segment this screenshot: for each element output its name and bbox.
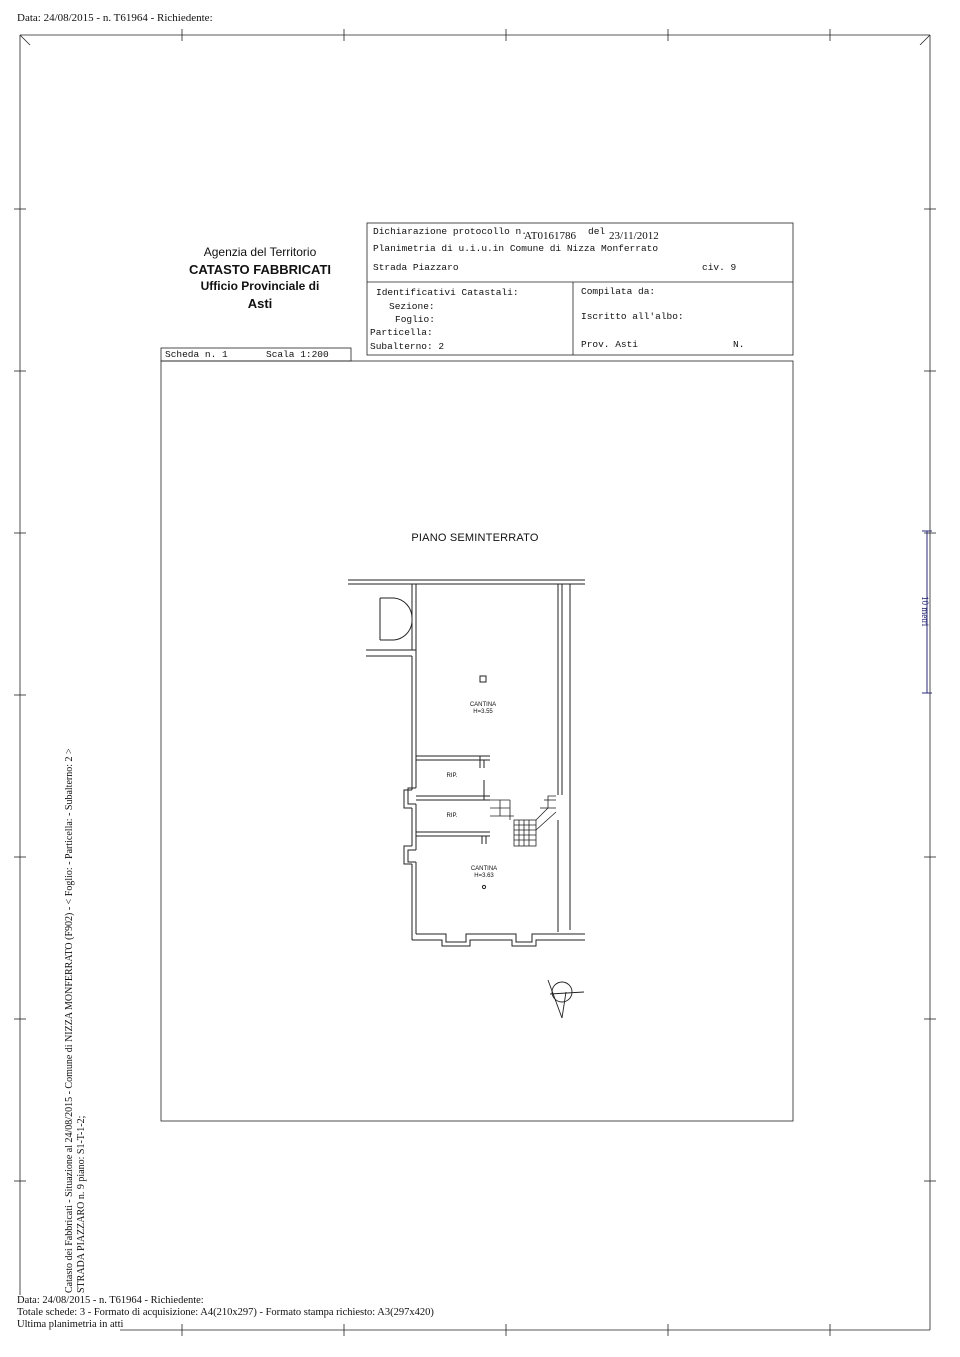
street-line: Strada Piazzaro	[373, 262, 459, 273]
floor-title: PIANO SEMINTERRATO	[411, 532, 539, 544]
protocol-number: AT0161786	[524, 230, 576, 242]
agency-name: Agenzia del Territorio	[203, 245, 317, 259]
office-city: Asti	[247, 296, 273, 311]
sezione-label: Sezione:	[389, 301, 435, 312]
vertical-line-3: STRADA PIAZZARO n. 9 piano: S1-T-1-2;	[76, 1115, 87, 1293]
footer-line-1: Data: 24/08/2015 - n. T61964 - Richiedente:	[17, 1295, 204, 1306]
room-name: CANTINA	[469, 702, 497, 708]
room-label-cantina-lower	[469, 866, 499, 880]
room-label-rip-2: RIP.	[446, 813, 458, 819]
province-label: Prov. Asti	[581, 339, 639, 350]
del-label: del	[588, 226, 606, 237]
scale-bar-label: 10 metri	[920, 596, 930, 627]
sheet-box	[161, 348, 793, 1121]
room-name: CANTINA	[470, 866, 498, 872]
identifiers-title: Identificativi Catastali:	[376, 287, 519, 298]
agency-block	[160, 244, 360, 312]
subalterno-label: Subalterno: 2	[370, 341, 445, 352]
iscritto-label: Iscritto all'albo:	[581, 311, 684, 322]
room-height: H=3.63	[474, 873, 494, 879]
planimetry-line: Planimetria di u.i.u.in Comune di Nizza Monferrato	[373, 243, 659, 254]
office-label: Ufficio Provinciale di	[200, 279, 320, 293]
corner-marks	[20, 35, 930, 45]
civic-number: civ. 9	[702, 262, 737, 273]
sheet-scale: Scala 1:200	[266, 349, 329, 360]
protocol-date: 23/11/2012	[609, 230, 659, 242]
sheet-number: Scheda n. 1	[165, 349, 228, 360]
footer-line-3: Ultima planimetria in atti	[17, 1319, 124, 1330]
vertical-line-2	[64, 748, 76, 1293]
protocol-label: Dichiarazione protocollo n.	[373, 226, 527, 237]
vertical-line-2a: Catasto dei Fabbricati - Situazione al 24/08/2015 - Comune di NIZZA MONFERRATO (F902) - < Foglio: - Particella: - Subalterno: 2 >	[64, 748, 75, 1293]
foglio-label: Foglio:	[395, 314, 435, 325]
particella-label: Particella:	[370, 327, 433, 338]
room-label-cantina-upper	[468, 702, 498, 716]
document-footer	[17, 1295, 434, 1331]
document-header: Data: 24/08/2015 - n. T61964 - Richiedente:	[17, 12, 213, 24]
compilata-label: Compilata da:	[581, 286, 656, 297]
number-label: N.	[733, 339, 745, 350]
catasto-title: CATASTO FABBRICATI	[188, 262, 332, 277]
room-label-rip-1: RIP.	[446, 773, 458, 779]
floor-plan	[348, 580, 585, 946]
north-arrow	[548, 980, 584, 1018]
footer-line-2: Totale schede: 3 - Formato di acquisizione: A4(210x297) - Formato stampa richiesto: A3(297x420)	[17, 1307, 434, 1318]
room-height: H=3.55	[473, 709, 493, 715]
stairs	[490, 796, 556, 846]
